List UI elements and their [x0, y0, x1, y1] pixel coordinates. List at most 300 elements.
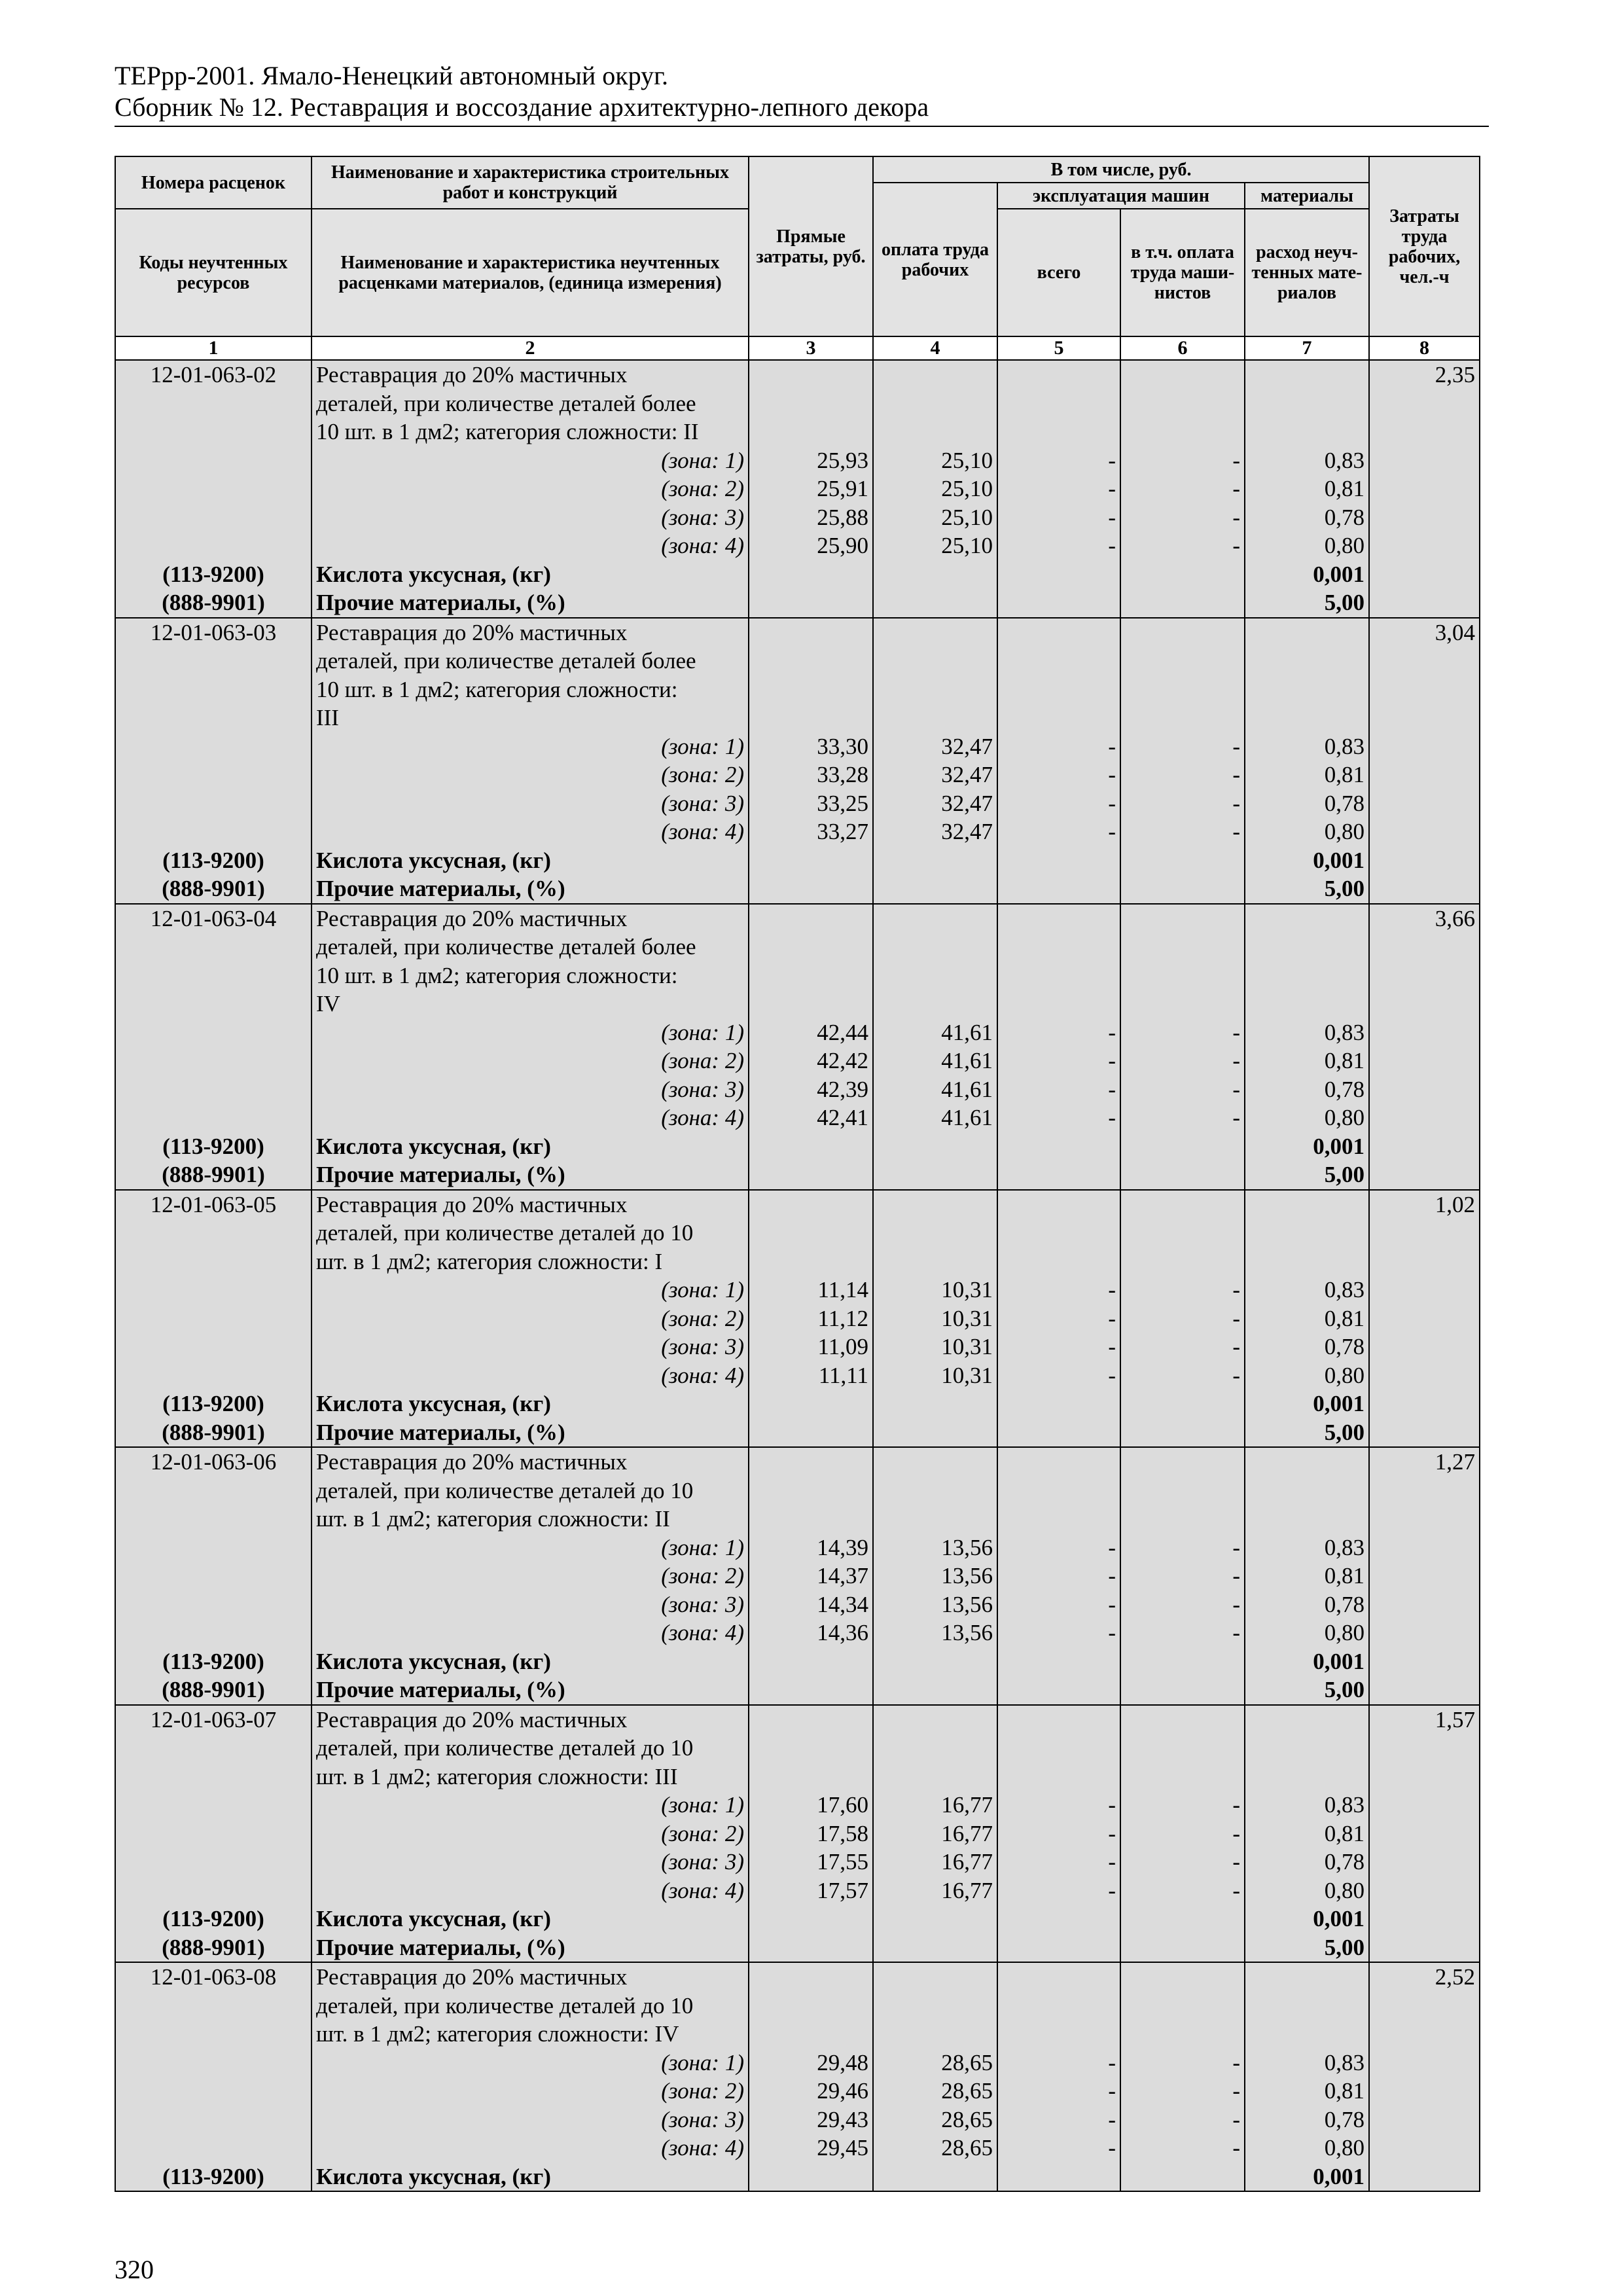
empty-cell: [1369, 2106, 1480, 2134]
empty-cell: [873, 1505, 997, 1534]
rate-description-line: деталей, при количестве деталей более: [312, 933, 749, 961]
empty-cell: [115, 2049, 312, 2077]
empty-cell: [1369, 874, 1480, 904]
machines-total-value: -: [997, 1848, 1120, 1876]
zone-label: (зона: 1): [312, 1791, 749, 1820]
empty-cell: [749, 389, 873, 418]
table-row-material: [115, 1418, 1480, 1448]
empty-cell: [873, 1763, 997, 1791]
zone-label: (зона: 4): [312, 531, 749, 560]
empty-cell: [115, 1219, 312, 1247]
empty-cell: [873, 2162, 997, 2192]
rate-description-line: деталей, при количестве деталей до 10: [312, 1992, 749, 2020]
empty-cell: [115, 389, 312, 418]
worker-wages-value: 13,56: [873, 1562, 997, 1590]
empty-cell: [1369, 1219, 1480, 1247]
table-row-zone: [115, 1619, 1480, 1647]
empty-cell: [115, 1992, 312, 2020]
empty-cell: [749, 1219, 873, 1247]
direct-costs-value: 29,48: [749, 2049, 873, 2077]
empty-cell: [873, 874, 997, 904]
material-consumption-value: 0,001: [1245, 1647, 1369, 1676]
empty-cell: [873, 990, 997, 1018]
empty-cell: [997, 675, 1120, 704]
material-consumption-value: 0,001: [1245, 1905, 1369, 1933]
empty-cell: [749, 2020, 873, 2049]
empty-cell: [749, 418, 873, 446]
worker-wages-value: 16,77: [873, 1848, 997, 1876]
empty-cell: [115, 1534, 312, 1562]
table-row-zone: [115, 2077, 1480, 2106]
rate-description-line: 10 шт. в 1 дм2; категория сложности:: [312, 675, 749, 704]
machines-total-value: -: [997, 1276, 1120, 1304]
table-row-rate: [115, 618, 1480, 647]
empty-cell: [1369, 1876, 1480, 1905]
material-name: Прочие материалы, (%): [312, 1676, 749, 1705]
empty-cell: [997, 1505, 1120, 1534]
empty-cell: [997, 1477, 1120, 1505]
operator-wages-value: -: [1120, 1791, 1245, 1820]
direct-costs-value: 14,39: [749, 1534, 873, 1562]
empty-cell: [1120, 874, 1245, 904]
table-row-desc: [115, 2020, 1480, 2049]
empty-cell: [997, 990, 1120, 1018]
worker-wages-value: 41,61: [873, 1018, 997, 1047]
empty-cell: [749, 1505, 873, 1534]
materials-value: 0,81: [1245, 1304, 1369, 1333]
empty-cell: [749, 1647, 873, 1676]
zone-label: (зона: 3): [312, 789, 749, 818]
table-row-zone: [115, 446, 1480, 475]
table-row-desc: [115, 389, 1480, 418]
direct-costs-value: 14,34: [749, 1590, 873, 1619]
worker-wages-value: 25,10: [873, 531, 997, 560]
operator-wages-value: -: [1120, 1047, 1245, 1075]
table-row-material: [115, 1647, 1480, 1676]
rate-description-line: III: [312, 704, 749, 732]
material-consumption-value: 0,001: [1245, 2162, 1369, 2192]
empty-cell: [873, 1647, 997, 1676]
rate-description-line: шт. в 1 дм2; категория сложности: IV: [312, 2020, 749, 2049]
empty-cell: [997, 1676, 1120, 1705]
empty-cell: [1369, 1763, 1480, 1791]
empty-cell: [115, 1018, 312, 1047]
empty-cell: [873, 1676, 997, 1705]
empty-cell: [997, 560, 1120, 589]
empty-cell: [873, 618, 997, 647]
rate-description-line: деталей, при количестве деталей более: [312, 647, 749, 675]
empty-cell: [1369, 1132, 1480, 1161]
empty-cell: [1120, 1132, 1245, 1161]
rate-code: 12-01-063-07: [115, 1705, 312, 1734]
labor-costs-value: 2,35: [1369, 360, 1480, 389]
empty-cell: [115, 961, 312, 990]
table-row-desc: [115, 1477, 1480, 1505]
table-row-zone: [115, 1103, 1480, 1132]
direct-costs-value: 29,46: [749, 2077, 873, 2106]
materials-value: 0,81: [1245, 1562, 1369, 1590]
table-row-zone: [115, 761, 1480, 789]
empty-cell: [1369, 531, 1480, 560]
empty-cell: [1120, 704, 1245, 732]
empty-cell: [115, 789, 312, 818]
materials-value: 0,78: [1245, 1333, 1369, 1361]
worker-wages-value: 10,31: [873, 1304, 997, 1333]
rate-description-line: IV: [312, 990, 749, 1018]
direct-costs-value: 25,91: [749, 475, 873, 503]
materials-value: 0,80: [1245, 1876, 1369, 1905]
materials-value: 0,83: [1245, 1534, 1369, 1562]
empty-cell: [997, 1933, 1120, 1963]
materials-value: 0,80: [1245, 1361, 1369, 1390]
materials-value: 0,80: [1245, 531, 1369, 560]
direct-costs-value: 33,30: [749, 732, 873, 761]
empty-cell: [997, 588, 1120, 618]
empty-cell: [115, 1505, 312, 1534]
empty-cell: [1120, 1647, 1245, 1676]
empty-cell: [1369, 1848, 1480, 1876]
empty-cell: [1120, 647, 1245, 675]
empty-cell: [115, 2134, 312, 2162]
empty-cell: [749, 1962, 873, 1992]
table-row-material: [115, 2162, 1480, 2192]
empty-cell: [1245, 1477, 1369, 1505]
empty-cell: [1369, 1992, 1480, 2020]
resource-code: (113-9200): [115, 1905, 312, 1933]
empty-cell: [1369, 933, 1480, 961]
empty-cell: [115, 647, 312, 675]
direct-costs-value: 11,09: [749, 1333, 873, 1361]
empty-cell: [1120, 1763, 1245, 1791]
worker-wages-value: 16,77: [873, 1820, 997, 1848]
empty-cell: [115, 1477, 312, 1505]
materials-value: 0,81: [1245, 1047, 1369, 1075]
empty-cell: [1245, 360, 1369, 389]
material-consumption-value: 0,001: [1245, 846, 1369, 875]
empty-cell: [1120, 1160, 1245, 1190]
labor-costs-value: 3,04: [1369, 618, 1480, 647]
machines-total-value: -: [997, 1619, 1120, 1647]
empty-cell: [115, 990, 312, 1018]
worker-wages-value: 32,47: [873, 817, 997, 846]
empty-cell: [1369, 2162, 1480, 2192]
empty-cell: [873, 1247, 997, 1276]
empty-cell: [873, 588, 997, 618]
table-row-rate: [115, 1190, 1480, 1219]
empty-cell: [997, 389, 1120, 418]
worker-wages-value: 13,56: [873, 1534, 997, 1562]
empty-cell: [873, 360, 997, 389]
empty-cell: [1369, 647, 1480, 675]
operator-wages-value: -: [1120, 817, 1245, 846]
empty-cell: [1245, 990, 1369, 1018]
operator-wages-value: -: [1120, 789, 1245, 818]
empty-cell: [749, 1905, 873, 1933]
empty-cell: [1369, 1734, 1480, 1763]
operator-wages-value: -: [1120, 1876, 1245, 1905]
empty-cell: [1369, 1590, 1480, 1619]
header-title-line: ТЕРрр-2001. Ямало-Ненецкий автономный округ.: [115, 61, 669, 90]
zone-label: (зона: 1): [312, 446, 749, 475]
empty-cell: [115, 933, 312, 961]
table-row-desc: [115, 1219, 1480, 1247]
empty-cell: [873, 961, 997, 990]
empty-cell: [1245, 647, 1369, 675]
rate-description-line: шт. в 1 дм2; категория сложности: II: [312, 1505, 749, 1534]
empty-cell: [1245, 904, 1369, 933]
table-row-desc: [115, 1734, 1480, 1763]
empty-cell: [1245, 1219, 1369, 1247]
direct-costs-value: 25,90: [749, 531, 873, 560]
empty-cell: [997, 2162, 1120, 2192]
empty-cell: [115, 1276, 312, 1304]
empty-cell: [1120, 961, 1245, 990]
empty-cell: [1369, 1390, 1480, 1418]
materials-value: 0,81: [1245, 475, 1369, 503]
table-row-rate: [115, 1962, 1480, 1992]
empty-cell: [997, 1992, 1120, 2020]
empty-cell: [115, 475, 312, 503]
worker-wages-value: 25,10: [873, 503, 997, 532]
operator-wages-value: -: [1120, 2134, 1245, 2162]
direct-costs-value: 29,43: [749, 2106, 873, 2134]
empty-cell: [1245, 1763, 1369, 1791]
materials-value: 0,80: [1245, 1103, 1369, 1132]
machines-total-value: -: [997, 1791, 1120, 1820]
machines-total-value: -: [997, 1075, 1120, 1104]
operator-wages-value: -: [1120, 1361, 1245, 1390]
direct-costs-value: 17,58: [749, 1820, 873, 1848]
empty-cell: [873, 675, 997, 704]
table-row-zone: [115, 1791, 1480, 1820]
materials-value: 0,81: [1245, 1820, 1369, 1848]
worker-wages-value: 10,31: [873, 1333, 997, 1361]
table-row-rate: [115, 904, 1480, 933]
operator-wages-value: -: [1120, 1848, 1245, 1876]
empty-cell: [749, 1734, 873, 1763]
machines-total-value: -: [997, 1820, 1120, 1848]
table-row-zone: [115, 1304, 1480, 1333]
empty-cell: [1369, 475, 1480, 503]
operator-wages-value: -: [1120, 2049, 1245, 2077]
empty-cell: [873, 1132, 997, 1161]
empty-cell: [1369, 1619, 1480, 1647]
empty-cell: [1120, 389, 1245, 418]
table-row-zone: [115, 1276, 1480, 1304]
col-header-direct-costs: Прямые затраты, руб.: [749, 156, 873, 336]
empty-cell: [1369, 1647, 1480, 1676]
empty-cell: [115, 531, 312, 560]
direct-costs-value: 11,14: [749, 1276, 873, 1304]
empty-cell: [997, 1390, 1120, 1418]
empty-cell: [1120, 1992, 1245, 2020]
zone-label: (зона: 1): [312, 1276, 749, 1304]
rate-code: 12-01-063-06: [115, 1447, 312, 1477]
worker-wages-value: 16,77: [873, 1876, 997, 1905]
empty-cell: [1245, 933, 1369, 961]
table-row-zone: [115, 1848, 1480, 1876]
machines-total-value: -: [997, 446, 1120, 475]
empty-cell: [997, 961, 1120, 990]
empty-cell: [1369, 2020, 1480, 2049]
empty-cell: [749, 2162, 873, 2192]
empty-cell: [1245, 2020, 1369, 2049]
empty-cell: [873, 1190, 997, 1219]
machines-total-value: -: [997, 1562, 1120, 1590]
empty-cell: [115, 1590, 312, 1619]
empty-cell: [115, 503, 312, 532]
material-name: Кислота уксусная, (кг): [312, 2162, 749, 2192]
zone-label: (зона: 1): [312, 1018, 749, 1047]
material-consumption-value: 5,00: [1245, 1933, 1369, 1963]
empty-cell: [115, 1075, 312, 1104]
empty-cell: [1369, 732, 1480, 761]
empty-cell: [749, 874, 873, 904]
zone-label: (зона: 4): [312, 1361, 749, 1390]
empty-cell: [997, 1190, 1120, 1219]
direct-costs-value: 42,42: [749, 1047, 873, 1075]
table-row-zone: [115, 531, 1480, 560]
direct-costs-value: 17,57: [749, 1876, 873, 1905]
col-header-worker-wages: оплата труда рабочих: [873, 183, 997, 336]
empty-cell: [873, 1160, 997, 1190]
col-header-material-names: Наименование и характеристика неучтенных расценками материалов, (единица измерения): [312, 209, 749, 336]
zone-label: (зона: 1): [312, 732, 749, 761]
rate-code: 12-01-063-05: [115, 1190, 312, 1219]
zone-label: (зона: 2): [312, 2077, 749, 2106]
empty-cell: [873, 1992, 997, 2020]
rate-description-line: 10 шт. в 1 дм2; категория сложности: II: [312, 418, 749, 446]
empty-cell: [873, 1477, 997, 1505]
table-row-desc: [115, 647, 1480, 675]
empty-cell: [1369, 588, 1480, 618]
empty-cell: [1369, 1820, 1480, 1848]
labor-costs-value: 3,66: [1369, 904, 1480, 933]
zone-label: (зона: 2): [312, 1820, 749, 1848]
materials-value: 0,80: [1245, 2134, 1369, 2162]
empty-cell: [873, 2020, 997, 2049]
empty-cell: [1369, 1276, 1480, 1304]
materials-value: 0,83: [1245, 1791, 1369, 1820]
empty-cell: [1120, 1505, 1245, 1534]
material-consumption-value: 5,00: [1245, 1418, 1369, 1448]
empty-cell: [749, 904, 873, 933]
empty-cell: [1120, 1247, 1245, 1276]
empty-cell: [1369, 1361, 1480, 1390]
empty-cell: [115, 1876, 312, 1905]
empty-cell: [997, 1705, 1120, 1734]
empty-cell: [1120, 1477, 1245, 1505]
operator-wages-value: -: [1120, 1562, 1245, 1590]
empty-cell: [1120, 2162, 1245, 2192]
operator-wages-value: -: [1120, 475, 1245, 503]
worker-wages-value: 25,10: [873, 475, 997, 503]
empty-cell: [873, 1390, 997, 1418]
empty-cell: [749, 588, 873, 618]
empty-cell: [115, 2020, 312, 2049]
empty-cell: [1369, 1103, 1480, 1132]
materials-value: 0,83: [1245, 732, 1369, 761]
empty-cell: [997, 846, 1120, 875]
empty-cell: [1120, 1447, 1245, 1477]
empty-cell: [1245, 675, 1369, 704]
operator-wages-value: -: [1120, 2077, 1245, 2106]
machines-total-value: -: [997, 1047, 1120, 1075]
empty-cell: [997, 1447, 1120, 1477]
empty-cell: [1369, 1676, 1480, 1705]
empty-cell: [115, 1304, 312, 1333]
empty-cell: [115, 1619, 312, 1647]
table-row-desc: [115, 675, 1480, 704]
table-row-zone: [115, 1820, 1480, 1848]
operator-wages-value: -: [1120, 531, 1245, 560]
empty-cell: [749, 1992, 873, 2020]
empty-cell: [1369, 1075, 1480, 1104]
col-number: 8: [1369, 336, 1480, 360]
empty-cell: [873, 418, 997, 446]
empty-cell: [1369, 1933, 1480, 1963]
table-row-desc: [115, 933, 1480, 961]
rate-description-line: деталей, при количестве деталей до 10: [312, 1477, 749, 1505]
empty-cell: [1369, 389, 1480, 418]
table-row-zone: [115, 2134, 1480, 2162]
empty-cell: [997, 1647, 1120, 1676]
material-consumption-value: 5,00: [1245, 588, 1369, 618]
operator-wages-value: -: [1120, 761, 1245, 789]
empty-cell: [115, 817, 312, 846]
empty-cell: [1120, 1705, 1245, 1734]
table-row-zone: [115, 1876, 1480, 1905]
table-row-zone: [115, 1333, 1480, 1361]
empty-cell: [1369, 560, 1480, 589]
machines-total-value: -: [997, 1361, 1120, 1390]
col-header-machines-group: эксплуатация машин: [997, 183, 1245, 209]
material-consumption-value: 5,00: [1245, 1160, 1369, 1190]
material-name: Кислота уксусная, (кг): [312, 560, 749, 589]
table-row-zone: [115, 789, 1480, 818]
table-row-desc: [115, 961, 1480, 990]
table-row-desc: [115, 990, 1480, 1018]
empty-cell: [1120, 2020, 1245, 2049]
worker-wages-value: 10,31: [873, 1361, 997, 1390]
direct-costs-value: 29,45: [749, 2134, 873, 2162]
empty-cell: [1120, 418, 1245, 446]
empty-cell: [749, 961, 873, 990]
empty-cell: [1369, 2134, 1480, 2162]
direct-costs-value: 25,88: [749, 503, 873, 532]
empty-cell: [1369, 761, 1480, 789]
resource-code: (888-9901): [115, 1160, 312, 1190]
operator-wages-value: -: [1120, 1103, 1245, 1132]
empty-cell: [1120, 588, 1245, 618]
zone-label: (зона: 2): [312, 475, 749, 503]
rate-description-line: деталей, при количестве деталей более: [312, 389, 749, 418]
empty-cell: [1120, 1962, 1245, 1992]
zone-label: (зона: 1): [312, 1534, 749, 1562]
rate-description-line: Реставрация до 20% мастичных: [312, 1705, 749, 1734]
zone-label: (зона: 4): [312, 1103, 749, 1132]
empty-cell: [1120, 1933, 1245, 1963]
materials-value: 0,78: [1245, 1075, 1369, 1104]
rate-description-line: Реставрация до 20% мастичных: [312, 1190, 749, 1219]
resource-code: (888-9901): [115, 874, 312, 904]
machines-total-value: -: [997, 2106, 1120, 2134]
operator-wages-value: -: [1120, 503, 1245, 532]
empty-cell: [997, 418, 1120, 446]
table-row-zone: [115, 1361, 1480, 1390]
resource-code: (888-9901): [115, 1676, 312, 1705]
machines-total-value: -: [997, 1018, 1120, 1047]
